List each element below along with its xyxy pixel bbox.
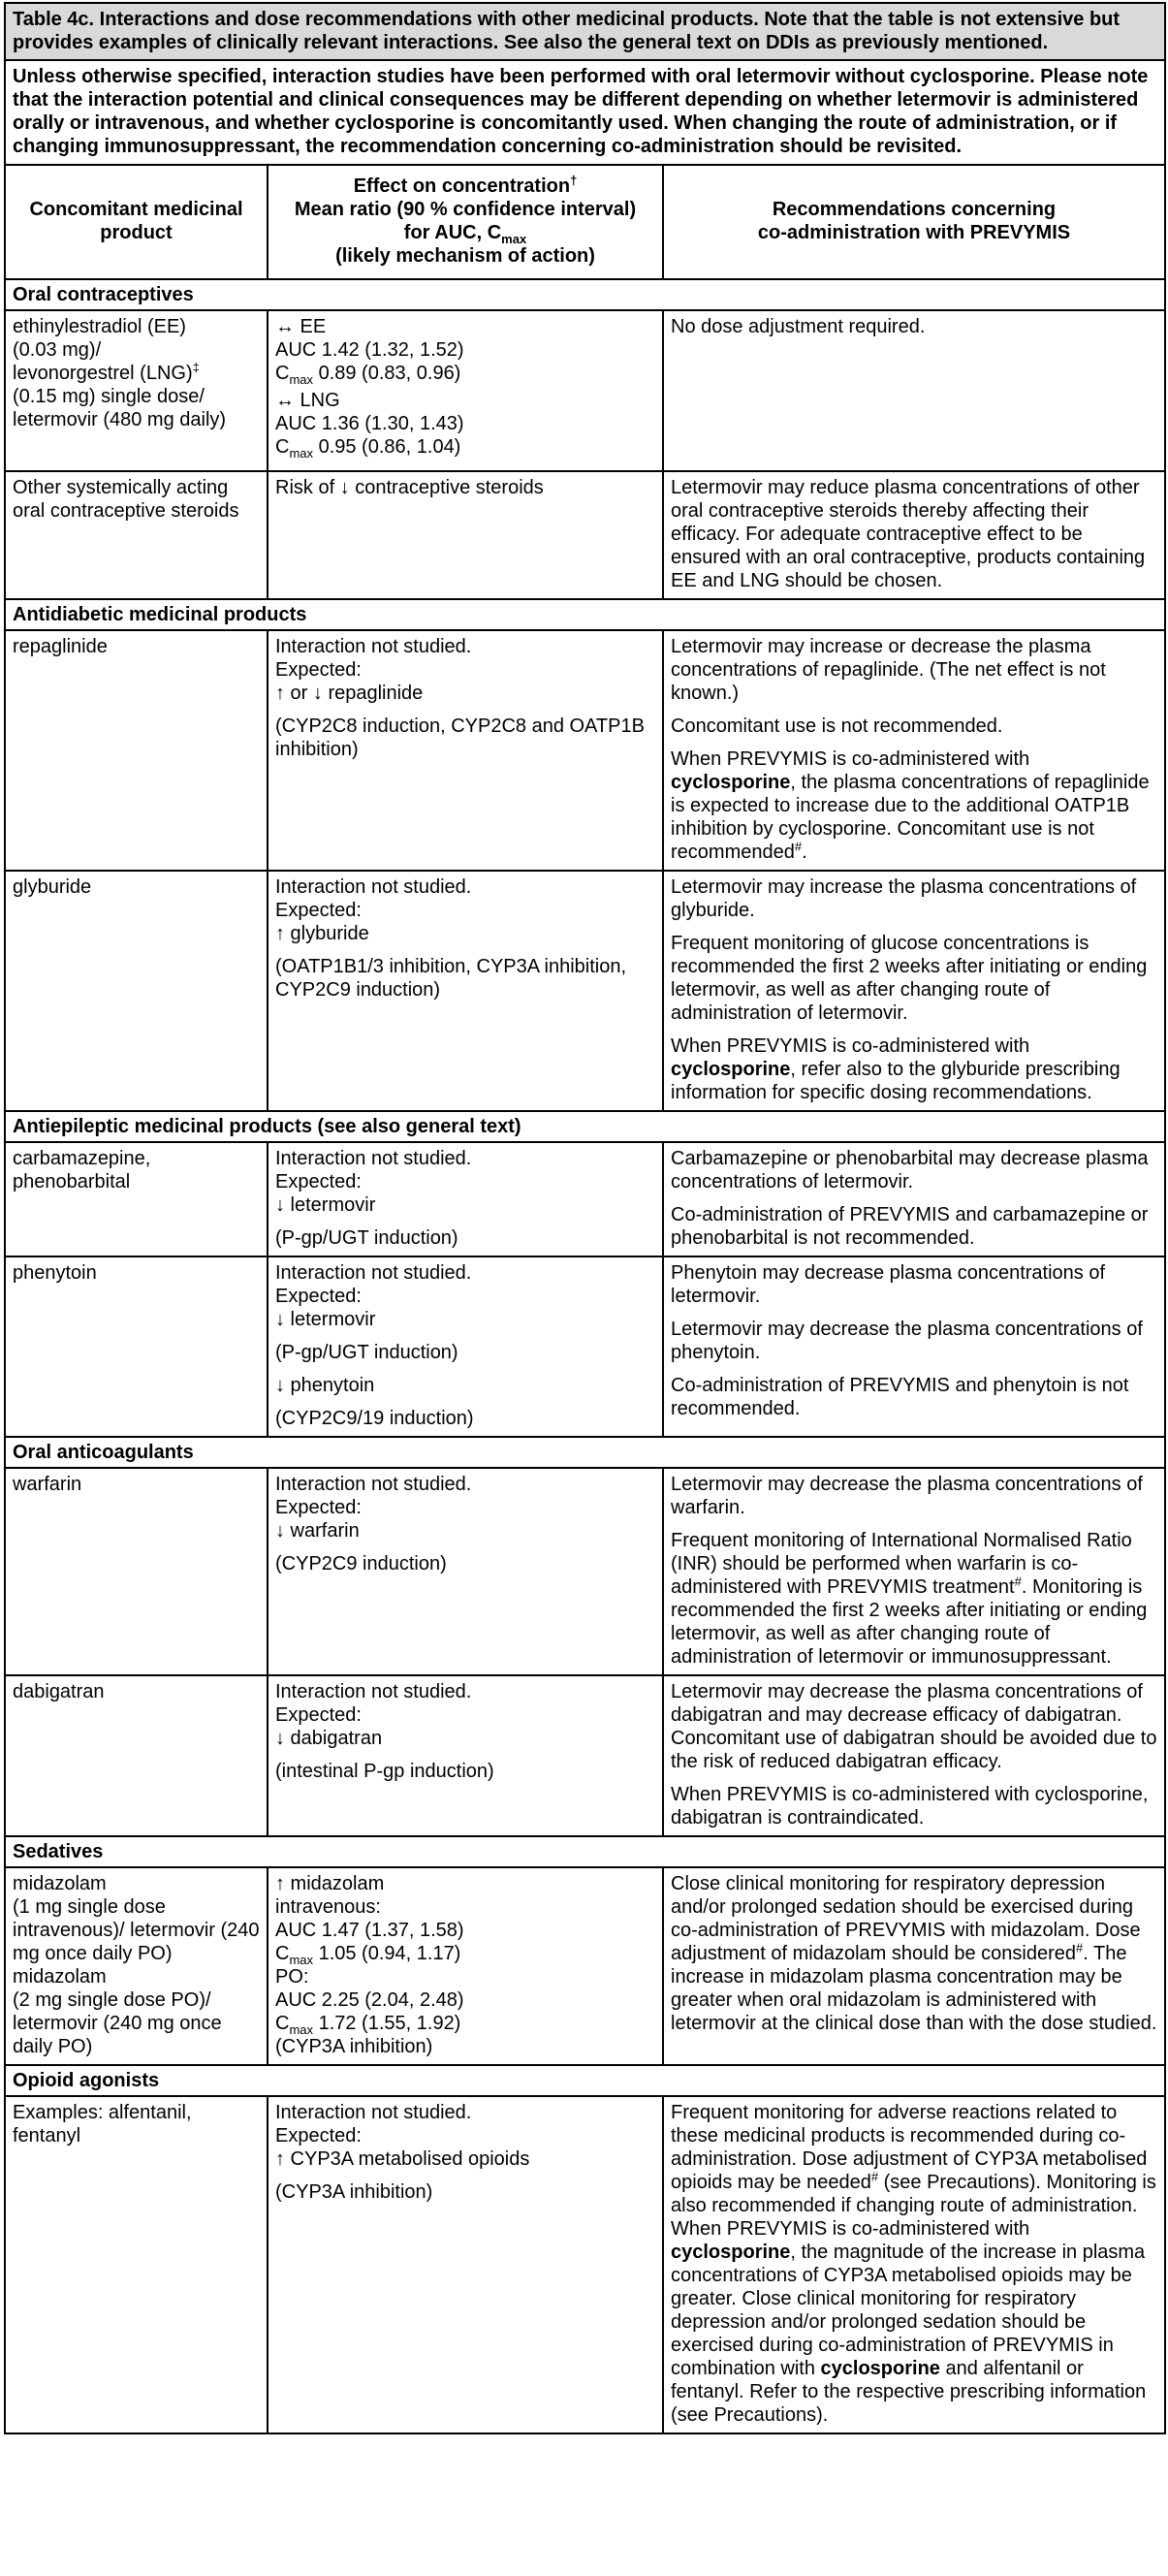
product-cell: repaglinide <box>5 630 268 871</box>
section-row <box>5 279 1165 310</box>
rec-bold: cyclosporine <box>671 1059 791 1080</box>
cmax-sub: max <box>289 372 314 387</box>
product-cell: warfarin <box>5 1468 268 1675</box>
section-row <box>5 1836 1165 1867</box>
mechanism-text: (CYP3A inhibition) <box>275 2036 433 2057</box>
section-row <box>5 1437 1165 1468</box>
rec-text: Letermovir may increase the plasma concentrations of glyburide. <box>671 876 1137 921</box>
rec-bold: cyclosporine <box>671 772 791 793</box>
cmax-sub: max <box>289 446 314 461</box>
product-cell: carbamazepine, phenobarbital <box>5 1142 268 1256</box>
section-row <box>5 1111 1165 1142</box>
hash-mark: # <box>870 2169 879 2184</box>
product-text: ethinylestradiol (EE) <box>13 316 186 337</box>
rec-text: Letermovir may decrease the plasma concentrations of phenytoin. <box>671 1319 1143 1363</box>
section-anticoagulants: Oral anticoagulants <box>5 1437 1165 1468</box>
table-intro: Unless otherwise specified, interaction studies have been performed with oral letermovir without cyclosporine. Please note that the interaction potential and clinical consequences may be different depending on whether letermovir is administered orally or intravenous, and whether cyclosporine is concomitantly used. When changing the route of administration, or if changing immunosuppressant, the recommendation concerning co-administration should be revisited. <box>5 60 1165 165</box>
recommendation-cell <box>663 871 1165 1111</box>
rec-span: . <box>802 842 807 863</box>
effect-span: 1.05 (0.94, 1.17) <box>318 1943 461 1964</box>
rec-text: Carbamazepine or phenobarbital may decrease plasma concentrations of letermovir. <box>671 1148 1149 1193</box>
rec-text: Letermovir may decrease the plasma concentrations of warfarin. <box>671 1474 1143 1518</box>
hash-mark: # <box>1014 1574 1022 1589</box>
product-cell: dabigatran <box>5 1675 268 1836</box>
effect-text: Expected: <box>275 1171 362 1193</box>
recommendation-cell: Letermovir may reduce plasma concentrations of other oral contraceptive steroids thereby affecting their efficacy. For adequate contraceptive effect to be ensured with an oral contraceptive, products containing EE and LNG should be chosen. <box>663 471 1165 599</box>
effect-text: ↑ glyburide <box>275 923 369 944</box>
rec-text: Co-administration of PREVYMIS and carbamazepine or phenobarbital is not recommended. <box>671 1204 1149 1249</box>
effect-text: Expected: <box>275 2125 362 2147</box>
table-title: Table 4c. Interactions and dose recommendations with other medicinal products. Note that the table is not extensive but provides examples of clinically relevant interactions. See also the general text on DDIs as previously mentioned. <box>5 3 1165 60</box>
rec-text: Concomitant use is not recommended. <box>671 716 1003 737</box>
product-cell <box>5 310 268 471</box>
rec-text: Letermovir may increase or decrease the plasma concentrations of repaglinide. (The net effect is not known.) <box>671 636 1106 704</box>
section-row <box>5 2065 1165 2096</box>
product-text: (2 mg single dose PO)/ letermovir (240 mg once daily PO) <box>13 1989 222 2057</box>
product-text: midazolam <box>13 1873 107 1894</box>
rec-span: and alfentanil or fentanyl. Refer to the respective prescribing information (see Precautions). <box>671 2358 1147 2426</box>
product-text: letermovir (480 mg daily) <box>13 409 227 430</box>
product-cell: Other systemically acting oral contraceptive steroids <box>5 471 268 599</box>
rec-span: Frequent monitoring of International Normalised Ratio (INR) should be performed when warfarin is co-administered with PREVYMIS treatment <box>671 1530 1132 1598</box>
product-cell: glyburide <box>5 871 268 1111</box>
rec-bold: cyclosporine <box>671 2242 791 2263</box>
cmax-label: C <box>275 436 290 458</box>
rec-span: . Monitoring is recommended the first 2 weeks after initiating or ending letermovir, as well as after changing route of administration of letermovir or immunosuppressant. <box>671 1576 1148 1668</box>
cmax-label: C <box>275 2013 290 2034</box>
table-row <box>5 310 1165 471</box>
hash-mark: # <box>794 839 803 854</box>
rec-span: . The increase in midazolam plasma concentration may be greater when oral midazolam is administered with letermovir at the clinical dose than with the dose studied. <box>671 1943 1157 2034</box>
effect-text: ↓ warfarin <box>275 1520 360 1542</box>
rec-text <box>671 747 1157 864</box>
effect-text: PO: <box>275 1966 309 1988</box>
effect-cell: Risk of ↓ contraceptive steroids <box>268 471 663 599</box>
product-text: (1 mg single dose intravenous)/ letermovir (240 mg once daily PO) <box>13 1896 260 1964</box>
cmax-label: C <box>275 1943 290 1964</box>
product-text: (0.03 mg)/ <box>13 339 102 361</box>
effect-text: Interaction not studied. <box>275 1262 472 1284</box>
product-cell: phenytoin <box>5 1256 268 1437</box>
recommendation-cell <box>663 1675 1165 1836</box>
effect-text: Expected: <box>275 1704 362 1726</box>
effect-text: Expected: <box>275 659 362 681</box>
effect-cell <box>268 1256 663 1437</box>
header-effect-sub: max <box>501 232 527 246</box>
hash-mark: # <box>1076 1940 1084 1956</box>
mechanism-text: (intestinal P-gp induction) <box>275 1761 494 1782</box>
recommendation-cell <box>663 1867 1165 2065</box>
section-antiepileptic: Antiepileptic medicinal products (see also general text) <box>5 1111 1165 1142</box>
rec-text <box>671 1529 1157 1669</box>
effect-text: Expected: <box>275 900 362 921</box>
effect-text <box>275 1942 655 1965</box>
cmax-sub: max <box>289 1953 314 1967</box>
header-effect-l1: Effect on concentration <box>353 175 571 197</box>
table-row <box>5 1468 1165 1675</box>
effect-text: Interaction not studied. <box>275 2102 472 2123</box>
effect-text: 0.95 (0.86, 1.04) <box>318 436 461 458</box>
effect-text: ↓ letermovir <box>275 1309 376 1330</box>
rec-bold: cyclosporine <box>820 2358 940 2379</box>
product-text: (0.15 mg) single dose/ <box>13 386 205 407</box>
table-row <box>5 471 1165 599</box>
mechanism-text: (CYP3A inhibition) <box>275 2181 433 2203</box>
effect-text: Interaction not studied. <box>275 1148 472 1169</box>
effect-cell <box>268 630 663 871</box>
rec-text <box>671 2101 1157 2427</box>
rec-text: Letermovir may decrease the plasma concentrations of dabigatran and may decrease efficacy of dabigatran. Concomitant use of dabigatran should be avoided due to the risk of reduced dabigatran efficacy. <box>671 1681 1157 1772</box>
rec-span: , refer also to the glyburide prescribing information for specific dosing recommendations. <box>671 1059 1121 1103</box>
header-effect-l4: (likely mechanism of action) <box>335 245 595 267</box>
recommendation-cell <box>663 630 1165 871</box>
effect-text: Expected: <box>275 1286 362 1307</box>
effect-text: ↑ or ↓ repaglinide <box>275 683 424 704</box>
rec-span: Close clinical monitoring for respiratory depression and/or prolonged sedation should be exercised during co-administration of PREVYMIS with midazolam. Dose adjustment of midazolam should be considered <box>671 1873 1141 1964</box>
product-text: levonorgestrel (LNG) <box>13 363 193 384</box>
rec-span: When PREVYMIS is co-administered with <box>671 748 1030 770</box>
table-row <box>5 871 1165 1111</box>
mechanism-text: (CYP2C9 induction) <box>275 1553 447 1574</box>
product-text: midazolam <box>13 1966 107 1988</box>
table-row <box>5 1675 1165 1836</box>
effect-cell <box>268 1142 663 1256</box>
header-effect <box>268 165 663 279</box>
product-cell <box>5 1867 268 2065</box>
effect-text: AUC 1.36 (1.30, 1.43) <box>275 413 464 434</box>
header-rec-l2: co-administration with PREVYMIS <box>757 222 1071 243</box>
rec-text <box>671 1034 1157 1104</box>
effect-text: 0.89 (0.83, 0.96) <box>318 363 461 384</box>
effect-text: Expected: <box>275 1497 362 1518</box>
effect-text: intravenous: <box>275 1896 381 1918</box>
section-oral-contraceptives: Oral contraceptives <box>5 279 1165 310</box>
header-rec-l1: Recommendations concerning <box>772 199 1057 220</box>
table-row <box>5 630 1165 871</box>
effect-text: ↑ CYP3A metabolised opioids <box>275 2148 530 2170</box>
header-product: Concomitant medicinal product <box>5 165 268 279</box>
effect-text: AUC 1.47 (1.37, 1.58) <box>275 1920 464 1941</box>
mechanism-text: (P-gp/UGT induction) <box>275 1342 458 1363</box>
rec-span: , the plasma concentrations of repaglinide is expected to increase due to the additional OATP1B inhibition by cyclosporine. Concomitant use is not recommended <box>671 772 1150 863</box>
table-intro-row <box>5 60 1165 165</box>
effect-cell <box>268 1468 663 1675</box>
effect-text <box>275 2012 655 2035</box>
recommendation-cell <box>663 2096 1165 2433</box>
recommendation-cell <box>663 1256 1165 1437</box>
rec-span: (see Precautions). Monitoring is also recommended if changing route of administration. When PREVYMIS is co-administered with <box>671 2172 1156 2240</box>
mechanism-text: (P-gp/UGT induction) <box>275 1227 458 1249</box>
table-row <box>5 1256 1165 1437</box>
header-effect-l2: Mean ratio (90 % confidence interval) <box>294 199 637 220</box>
cmax-sub: max <box>289 2022 314 2037</box>
section-antidiabetic: Antidiabetic medicinal products <box>5 599 1165 630</box>
effect-cell <box>268 1867 663 2065</box>
effect-text: AUC 2.25 (2.04, 2.48) <box>275 1989 464 2011</box>
effect-cell <box>268 310 663 471</box>
section-sedatives: Sedatives <box>5 1836 1165 1867</box>
effect-text: Interaction not studied. <box>275 1681 472 1702</box>
effect-span: 1.72 (1.55, 1.92) <box>318 2013 461 2034</box>
table-row <box>5 1867 1165 2065</box>
rec-text: When PREVYMIS is co-administered with cyclosporine, dabigatran is contraindicated. <box>671 1784 1149 1829</box>
effect-cell <box>268 1675 663 1836</box>
product-cell: Examples: alfentanil, fentanyl <box>5 2096 268 2433</box>
table-row <box>5 1142 1165 1256</box>
recommendation-cell <box>663 1468 1165 1675</box>
cmax-label: C <box>275 363 290 384</box>
rec-text <box>671 1872 1157 2035</box>
section-row <box>5 599 1165 630</box>
section-opioids: Opioid agonists <box>5 2065 1165 2096</box>
effect-text: ↑ midazolam <box>275 1873 385 1894</box>
mechanism-text: (OATP1B1/3 inhibition, CYP3A inhibition, CYP2C9 induction) <box>275 956 627 1001</box>
effect-cell <box>268 871 663 1111</box>
recommendation-cell <box>663 1142 1165 1256</box>
header-effect-l3: for AUC, C <box>403 222 502 243</box>
effect-text: AUC 1.42 (1.32, 1.52) <box>275 339 464 361</box>
mechanism-text: (CYP2C8 induction, CYP2C8 and OATP1B inhibition) <box>275 716 645 760</box>
rec-span: Frequent monitoring for adverse reactions related to these medicinal products is recommended during co-administration. Dose adjustment of CYP3A metabolised opioids may be needed <box>671 2102 1148 2193</box>
rec-text: Frequent monitoring of glucose concentrations is recommended the first 2 weeks after initiating or ending letermovir, as well as after changing route of administration of letermovir. <box>671 933 1148 1024</box>
mechanism-text: (CYP2C9/19 induction) <box>275 1408 474 1429</box>
double-dagger-mark: ‡ <box>192 360 200 375</box>
effect-text: Interaction not studied. <box>275 636 472 657</box>
effect-text: ↓ letermovir <box>275 1194 376 1216</box>
recommendation-cell: No dose adjustment required. <box>663 310 1165 471</box>
effect-text: ↔ LNG <box>275 390 340 411</box>
effect-text: ↓ dabigatran <box>275 1728 383 1749</box>
table-title-row <box>5 3 1165 60</box>
effect-text: Interaction not studied. <box>275 876 472 898</box>
header-recommendations <box>663 165 1165 279</box>
table-header-row <box>5 165 1165 279</box>
rec-span: , the magnitude of the increase in plasma concentrations of CYP3A metabolised opioids may be greater. Close clinical monitoring for respiratory depression and/or prolonged sedation should be exercised during co-administration of PREVYMIS in combination with <box>671 2242 1146 2379</box>
effect-text: Interaction not studied. <box>275 1474 472 1495</box>
effect-cell <box>268 2096 663 2433</box>
table-row <box>5 2096 1165 2433</box>
rec-text: Phenytoin may decrease plasma concentrations of letermovir. <box>671 1262 1106 1307</box>
effect-text: ↓ phenytoin <box>275 1375 375 1396</box>
dagger-mark: † <box>570 173 578 188</box>
effect-text: ↔ EE <box>275 316 327 337</box>
rec-text: Co-administration of PREVYMIS and phenytoin is not recommended. <box>671 1375 1129 1419</box>
rec-span: When PREVYMIS is co-administered with <box>671 1035 1030 1057</box>
interactions-table <box>4 2 1166 2434</box>
